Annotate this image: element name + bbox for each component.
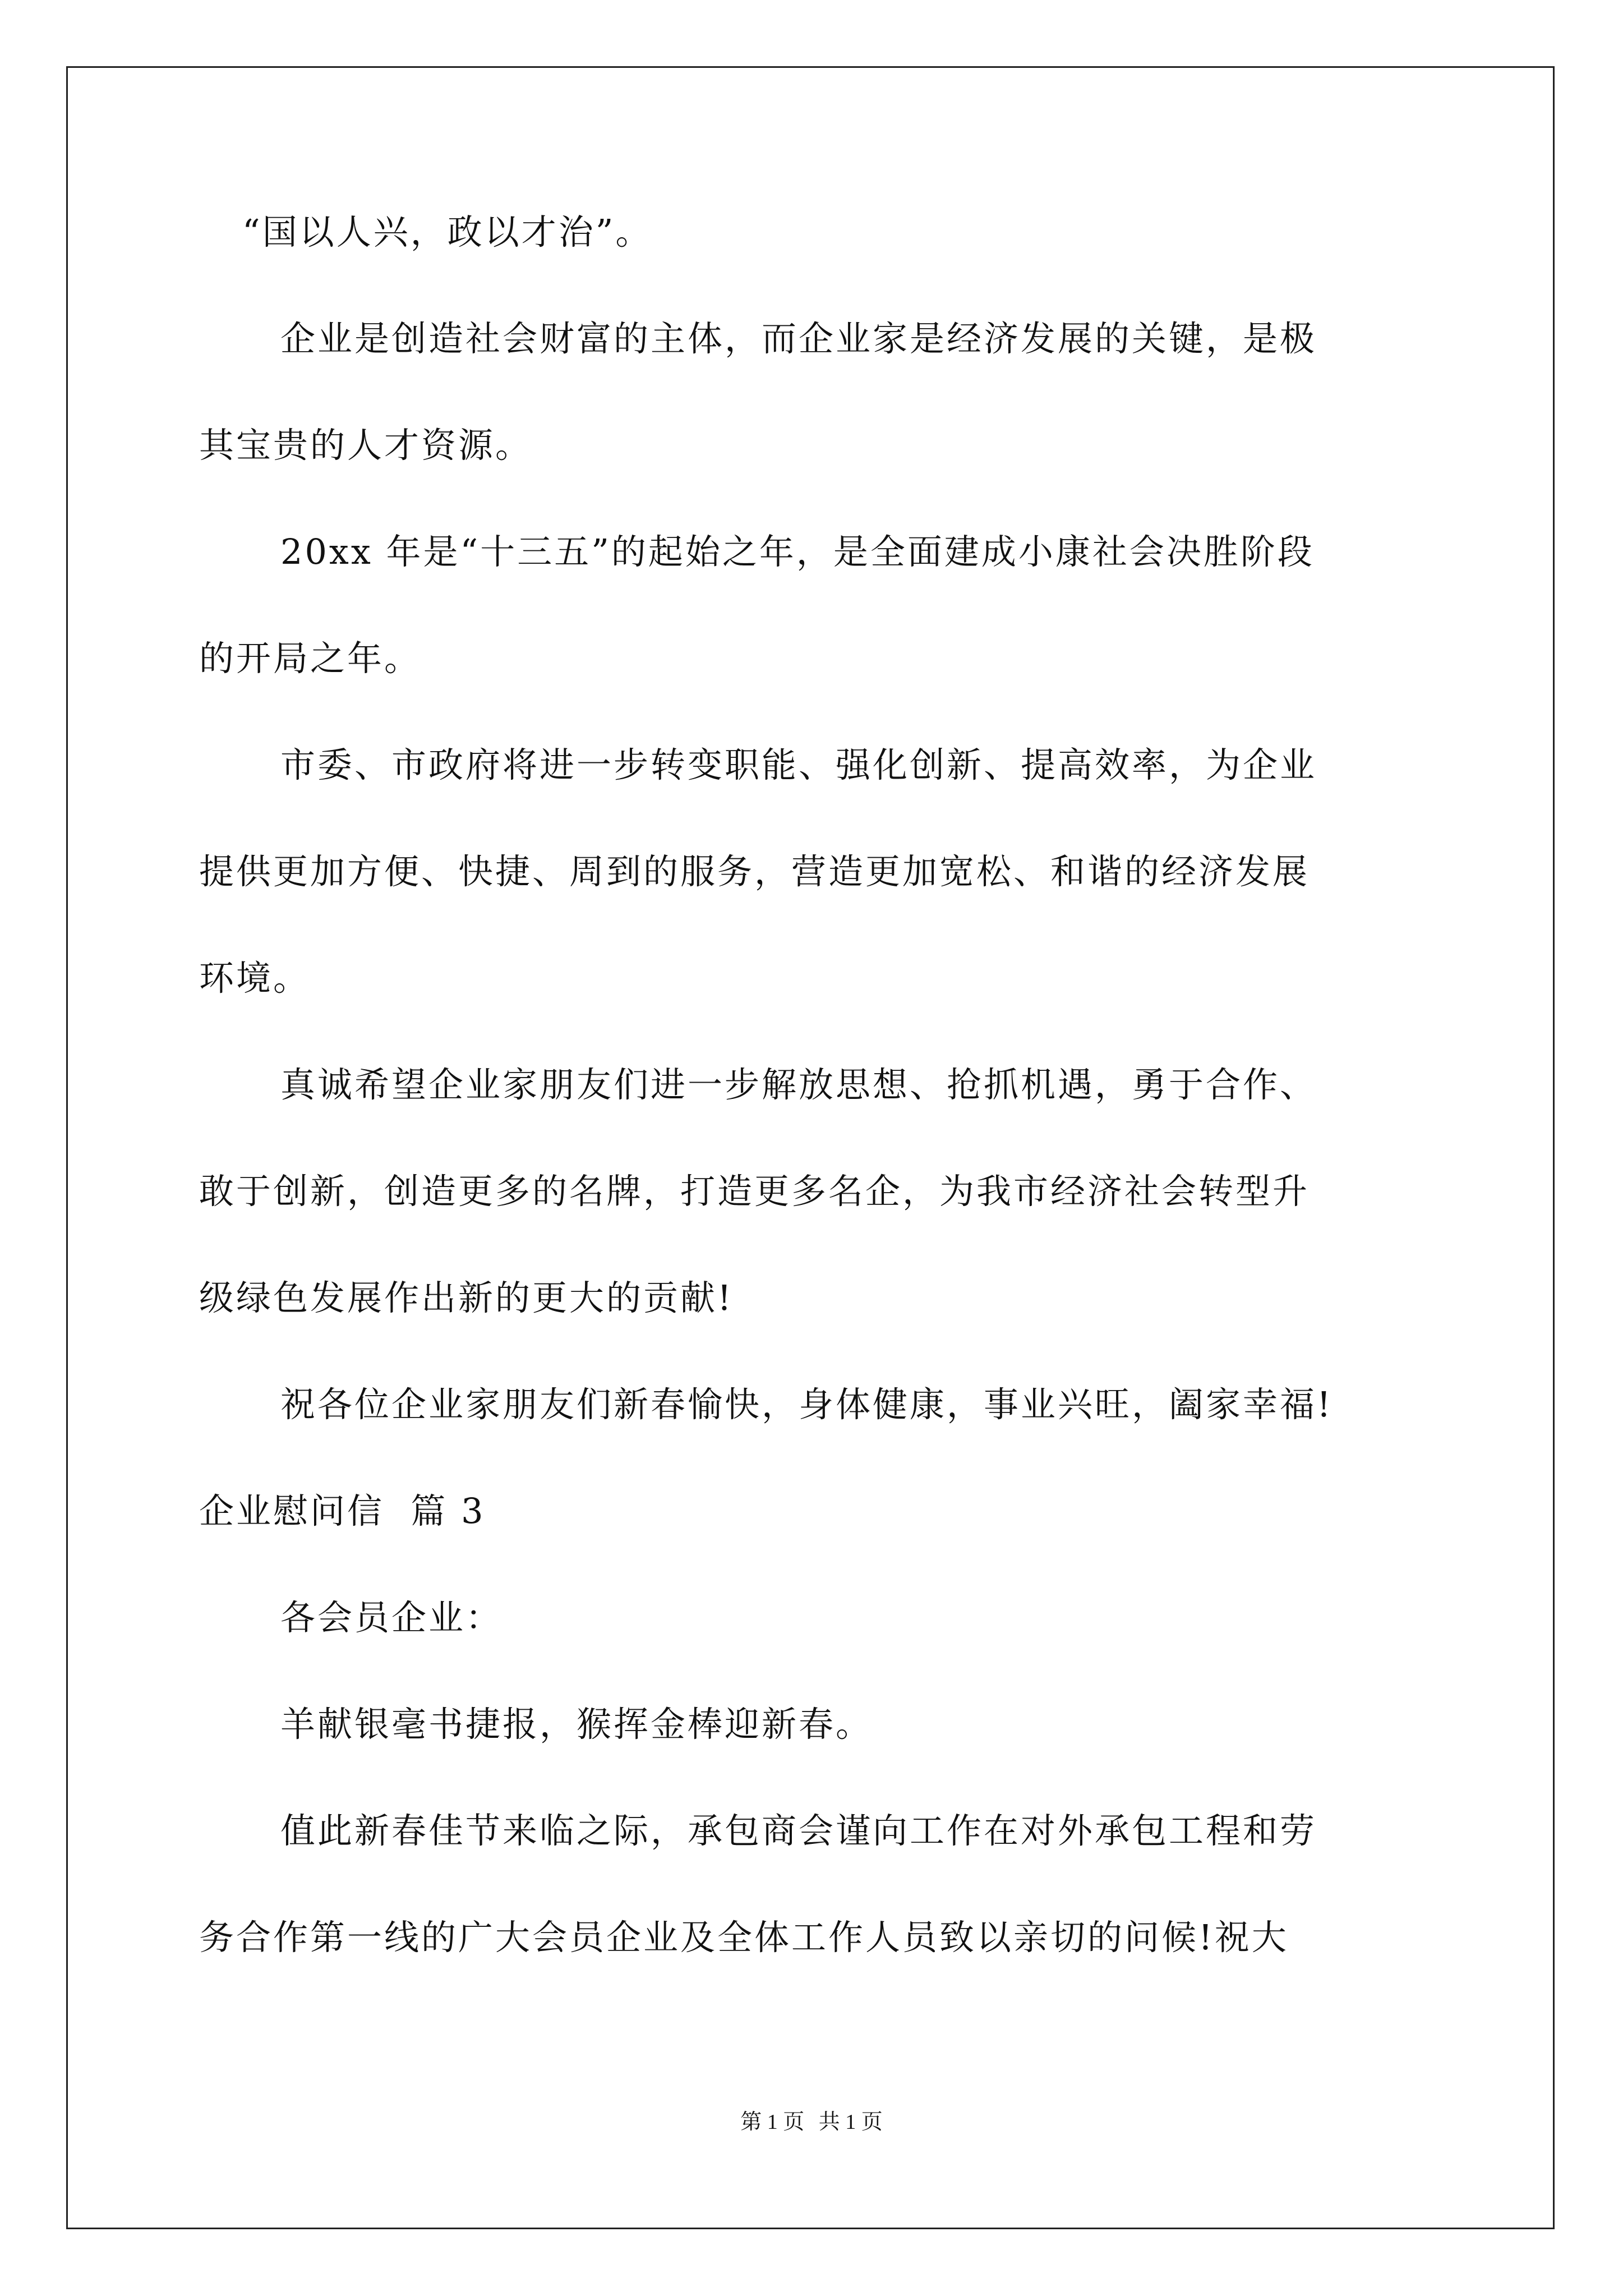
paragraph-line: 市委、市政府将进一步转变职能、强化创新、提高效率，为企业 [280, 744, 1317, 785]
paragraph-line: 其宝贵的人才资源。 [199, 425, 533, 466]
paragraph-line: 20xx 年是“十三五”的起始之年，是全面建成小康社会决胜阶段 [280, 531, 1315, 572]
paragraph-line: 值此新春佳节来临之际，承包商会谨向工作在对外承包工程和劳 [280, 1810, 1317, 1851]
paragraph-line: 提供更加方便、快捷、周到的服务，营造更加宽松、和谐的经济发展 [199, 851, 1310, 892]
paragraph-line: 羊献银毫书捷报，猴挥金棒迎新春。 [280, 1704, 873, 1745]
page-border [66, 66, 1555, 2229]
paragraph-line: 真诚希望企业家朋友们进一步解放思想、抢抓机遇，勇于合作、 [280, 1064, 1317, 1105]
section-heading: 企业慰问信 篇 3 [199, 1490, 486, 1531]
salutation-line: 各会员企业： [280, 1597, 503, 1638]
page-current: 第 1 页 [740, 2110, 805, 2134]
paragraph-line: 务合作第一线的广大会员企业及全体工作人员致以亲切的问候!祝大 [199, 1917, 1289, 1958]
paragraph-line: 企业是创造社会财富的主体，而企业家是经济发展的关键，是极 [280, 318, 1317, 359]
paragraph-line: 祝各位企业家朋友们新春愉快，身体健康，事业兴旺，阖家幸福! [280, 1384, 1333, 1425]
paragraph-line: 的开局之年。 [199, 638, 422, 679]
page-number [0, 2108, 1623, 2136]
paragraph-line: 级绿色发展作出新的更大的贡献! [199, 1277, 734, 1318]
paragraph-line: “国以人兴，政以才治”。 [242, 211, 653, 252]
paragraph-line: 环境。 [199, 958, 311, 999]
page-total: 共 1 页 [818, 2110, 883, 2134]
paragraph-line: 敢于创新，创造更多的名牌，打造更多名企，为我市经济社会转型升 [199, 1171, 1310, 1212]
